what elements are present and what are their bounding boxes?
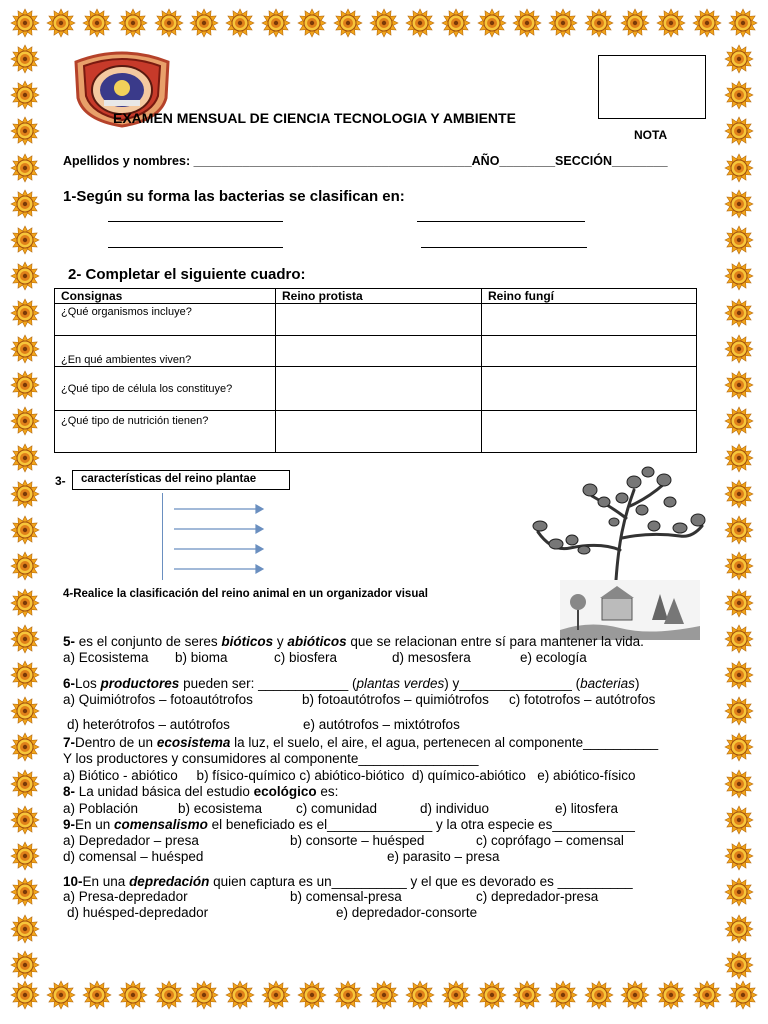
option-e[interactable]: e) autótrofos – mixtótrofos	[303, 717, 460, 732]
table-header: Consignas	[55, 289, 276, 304]
sun-decoration-icon	[10, 877, 40, 907]
sun-decoration-icon	[724, 370, 754, 400]
keyword: productores	[100, 676, 180, 691]
sun-decoration-icon	[728, 980, 758, 1010]
sun-decoration-icon	[724, 732, 754, 762]
sun-decoration-icon	[728, 8, 758, 38]
sun-decoration-icon	[405, 8, 435, 38]
sun-decoration-icon	[724, 406, 754, 436]
table-cell-question	[55, 367, 276, 411]
question-6	[63, 676, 639, 691]
sun-decoration-icon	[10, 805, 40, 835]
question-2-title: 2- Completar el siguiente cuadro:	[68, 266, 306, 283]
option-b[interactable]: b) ecosistema	[178, 801, 263, 816]
keyword: bacterias	[580, 676, 635, 691]
question-number: 10-	[63, 874, 83, 889]
table-cell-answer[interactable]	[276, 367, 482, 411]
sun-decoration-icon	[724, 805, 754, 835]
sun-decoration-icon	[225, 980, 255, 1010]
option-c[interactable]: c) comunidad	[296, 801, 378, 816]
sun-decoration-icon	[10, 370, 40, 400]
option-e[interactable]: e) depredador-consorte	[336, 905, 478, 920]
sun-decoration-icon	[724, 515, 754, 545]
table-cell-answer[interactable]	[276, 304, 482, 336]
sun-decoration-icon	[118, 980, 148, 1010]
sun-decoration-icon	[189, 8, 219, 38]
question-text: que se relacionan entre sí para mantener la vida.	[346, 634, 644, 649]
sun-decoration-icon	[10, 44, 40, 74]
sun-decoration-icon	[724, 914, 754, 944]
sun-decoration-icon	[724, 769, 754, 799]
row-question: ¿En qué ambientes viven?	[61, 354, 192, 366]
sun-decoration-icon	[82, 8, 112, 38]
option-e[interactable]: e) litosfera	[555, 801, 619, 816]
sun-decoration-icon	[82, 980, 112, 1010]
sun-decoration-icon	[512, 980, 542, 1010]
row-question: ¿Qué tipo de célula los constituye?	[61, 383, 233, 395]
option-e[interactable]: e) ecología	[520, 650, 587, 665]
keyword: plantas verdes	[356, 676, 445, 691]
sun-decoration-icon	[724, 877, 754, 907]
question-number: 5-	[63, 634, 76, 649]
sun-decoration-icon	[724, 334, 754, 364]
student-info-line[interactable]: Apellidos y nombres: ________________________________________AÑO________SECCIÓN________	[63, 154, 668, 168]
sun-decoration-icon	[512, 8, 542, 38]
sun-decoration-icon	[10, 980, 40, 1010]
option-d[interactable]: d) individuo	[420, 801, 490, 816]
sun-decoration-icon	[724, 624, 754, 654]
question-text: es:	[316, 784, 339, 799]
sun-decoration-icon	[10, 406, 40, 436]
option-d[interactable]: d) comensal – huésped	[63, 849, 204, 864]
sun-decoration-icon	[724, 443, 754, 473]
question-text: Los	[75, 676, 101, 691]
sun-decoration-icon	[261, 980, 291, 1010]
sun-decoration-icon	[724, 44, 754, 74]
table-cell-answer[interactable]	[482, 367, 697, 411]
sun-decoration-icon	[297, 8, 327, 38]
table-header: Reino protista	[276, 289, 482, 304]
question-text: En un	[75, 817, 115, 832]
sun-decoration-icon	[724, 225, 754, 255]
plant-image	[530, 462, 708, 582]
keyword: depredación	[129, 874, 210, 889]
sun-decoration-icon	[369, 8, 399, 38]
sun-decoration-icon	[10, 116, 40, 146]
answer-line[interactable]	[108, 221, 283, 222]
question-4-title: 4-Realice la clasificación del reino animal en un organizador visual	[63, 588, 428, 600]
question-text: quien captura es un__________ y el que es devorado es __________	[209, 874, 633, 889]
sun-decoration-icon	[333, 8, 363, 38]
question-number: 6-	[63, 676, 76, 691]
table-cell-question	[55, 304, 276, 336]
question-1-title: 1-Según su forma las bacterias se clasifican en:	[63, 188, 405, 205]
sun-decoration-icon	[154, 980, 184, 1010]
border-left	[10, 44, 46, 980]
option-a[interactable]: a) Depredador – presa	[63, 833, 199, 848]
sun-decoration-icon	[441, 8, 471, 38]
sun-decoration-icon	[10, 261, 40, 291]
option-c[interactable]: c) depredador-presa	[476, 889, 599, 904]
sun-decoration-icon	[154, 8, 184, 38]
sun-decoration-icon	[369, 980, 399, 1010]
arrow-list	[170, 500, 270, 580]
question-9	[63, 817, 635, 832]
sun-decoration-icon	[724, 950, 754, 980]
sun-decoration-icon	[10, 914, 40, 944]
question-number: 7-	[63, 735, 76, 750]
sun-decoration-icon	[297, 980, 327, 1010]
option-d[interactable]: d) mesosfera	[392, 650, 471, 665]
question-5	[63, 634, 644, 649]
option-b[interactable]: b) bioma	[175, 650, 228, 665]
sun-decoration-icon	[10, 153, 40, 183]
sun-decoration-icon	[10, 696, 40, 726]
question-text: el beneficiado es el______________ y la otra especie es___________	[207, 817, 635, 832]
keyword: bióticos	[221, 634, 274, 649]
option-b[interactable]: b) fotoautótrofos – quimiótrofos	[302, 692, 489, 707]
question-text: y	[273, 634, 288, 649]
grade-box[interactable]	[598, 55, 706, 119]
sun-decoration-icon	[692, 8, 722, 38]
sun-decoration-icon	[724, 153, 754, 183]
grade-label: NOTA	[634, 128, 668, 142]
sun-decoration-icon	[620, 980, 650, 1010]
sun-decoration-icon	[724, 588, 754, 618]
table-cell-answer[interactable]	[276, 336, 482, 367]
sun-decoration-icon	[10, 298, 40, 328]
sun-decoration-icon	[692, 980, 722, 1010]
sun-decoration-icon	[10, 515, 40, 545]
sun-decoration-icon	[724, 298, 754, 328]
ecosystem-image	[560, 580, 700, 640]
answer-line[interactable]	[421, 247, 587, 248]
keyword: comensalismo	[114, 817, 208, 832]
sun-decoration-icon	[620, 8, 650, 38]
sun-decoration-icon	[724, 116, 754, 146]
sun-decoration-icon	[724, 841, 754, 871]
table-cell-question	[55, 411, 276, 453]
question-7-line-2: Y los productores y consumidores al componente________________	[63, 751, 479, 766]
question-3-box: características del reino plantae	[72, 470, 290, 490]
sun-decoration-icon	[10, 660, 40, 690]
sun-decoration-icon	[46, 980, 76, 1010]
sun-decoration-icon	[584, 8, 614, 38]
question-text: La unidad básica del estudio	[75, 784, 254, 799]
keyword: ecosistema	[156, 735, 231, 750]
option-b[interactable]: b) comensal-presa	[290, 889, 402, 904]
question-text: la luz, el suelo, el aire, el agua, pertenecen al componente__________	[230, 735, 659, 750]
sun-decoration-icon	[548, 8, 578, 38]
sun-decoration-icon	[10, 769, 40, 799]
question-number: 8-	[63, 784, 76, 799]
border-bottom	[10, 980, 758, 1016]
sun-decoration-icon	[10, 225, 40, 255]
answer-line[interactable]	[108, 247, 283, 248]
row-question: ¿Qué tipo de nutrición tienen?	[61, 415, 209, 427]
sun-decoration-icon	[724, 696, 754, 726]
sun-decoration-icon	[118, 8, 148, 38]
sun-decoration-icon	[724, 261, 754, 291]
sun-decoration-icon	[189, 980, 219, 1010]
question-number: 9-	[63, 817, 76, 832]
sun-decoration-icon	[10, 950, 40, 980]
sun-decoration-icon	[724, 479, 754, 509]
question-3-number: 3-	[55, 474, 66, 488]
keyword: ecológico	[253, 784, 317, 799]
option-a[interactable]: a) Presa-depredador	[63, 889, 188, 904]
keyword: abióticos	[287, 634, 347, 649]
question-7	[63, 735, 658, 750]
question-text: Dentro de un	[75, 735, 157, 750]
sun-decoration-icon	[225, 8, 255, 38]
sun-decoration-icon	[477, 980, 507, 1010]
option-c[interactable]: c) biosfera	[274, 650, 338, 665]
sun-decoration-icon	[724, 80, 754, 110]
question-7-options[interactable]: a) Biótico - abiótico b) físico-químico c) abiótico-biótico d) químico-abiótico e) abiótico-físico	[63, 768, 636, 783]
question-text: En una	[82, 874, 130, 889]
sun-decoration-icon	[10, 479, 40, 509]
sun-decoration-icon	[656, 980, 686, 1010]
answer-line[interactable]	[417, 221, 585, 222]
sun-decoration-icon	[724, 660, 754, 690]
sun-decoration-icon	[10, 588, 40, 618]
sun-decoration-icon	[10, 189, 40, 219]
question-8	[63, 784, 338, 799]
option-d[interactable]: d) heterótrofos – autótrofos	[67, 717, 230, 732]
sun-decoration-icon	[10, 443, 40, 473]
table-cell-answer[interactable]	[482, 411, 697, 453]
border-top	[10, 8, 758, 44]
question-text: )	[634, 676, 640, 691]
question-text: es el conjunto de seres	[75, 634, 222, 649]
exam-title: EXAMEN MENSUAL DE CIENCIA TECNOLOGIA Y AMBIENTE	[113, 110, 516, 126]
option-e[interactable]: e) parasito – presa	[387, 849, 500, 864]
question-text: ) y_______________ (	[444, 676, 581, 691]
option-a[interactable]: a) Quimiótrofos – fotoautótrofos	[63, 692, 253, 707]
sun-decoration-icon	[724, 189, 754, 219]
question-10	[63, 874, 633, 889]
table-cell-answer[interactable]	[482, 336, 697, 367]
border-right	[724, 44, 760, 980]
option-b[interactable]: b) consorte – huésped	[290, 833, 425, 848]
table-cell-question	[55, 336, 276, 367]
table-header: Reino fungí	[482, 289, 697, 304]
sun-decoration-icon	[10, 732, 40, 762]
option-c[interactable]: c) coprófago – comensal	[476, 833, 624, 848]
sun-decoration-icon	[10, 8, 40, 38]
sun-decoration-icon	[10, 334, 40, 364]
sun-decoration-icon	[333, 980, 363, 1010]
sun-decoration-icon	[261, 8, 291, 38]
option-d[interactable]: d) huésped-depredador	[67, 905, 209, 920]
sun-decoration-icon	[441, 980, 471, 1010]
sun-decoration-icon	[548, 980, 578, 1010]
table-cuadro	[54, 288, 697, 453]
table-cell-answer[interactable]	[482, 304, 697, 336]
sun-decoration-icon	[10, 841, 40, 871]
sun-decoration-icon	[10, 624, 40, 654]
sun-decoration-icon	[10, 551, 40, 581]
sun-decoration-icon	[724, 551, 754, 581]
sun-decoration-icon	[477, 8, 507, 38]
option-a[interactable]: a) Ecosistema	[63, 650, 149, 665]
option-c[interactable]: c) fototrofos – autótrofos	[509, 692, 656, 707]
row-question: ¿Qué organismos incluye?	[61, 306, 192, 318]
sun-decoration-icon	[656, 8, 686, 38]
sun-decoration-icon	[46, 8, 76, 38]
sun-decoration-icon	[584, 980, 614, 1010]
sun-decoration-icon	[10, 80, 40, 110]
bracket-line	[162, 493, 163, 580]
table-cell-answer[interactable]	[276, 411, 482, 453]
question-text: pueden ser: ____________ (	[179, 676, 357, 691]
option-a[interactable]: a) Población	[63, 801, 139, 816]
sun-decoration-icon	[405, 980, 435, 1010]
